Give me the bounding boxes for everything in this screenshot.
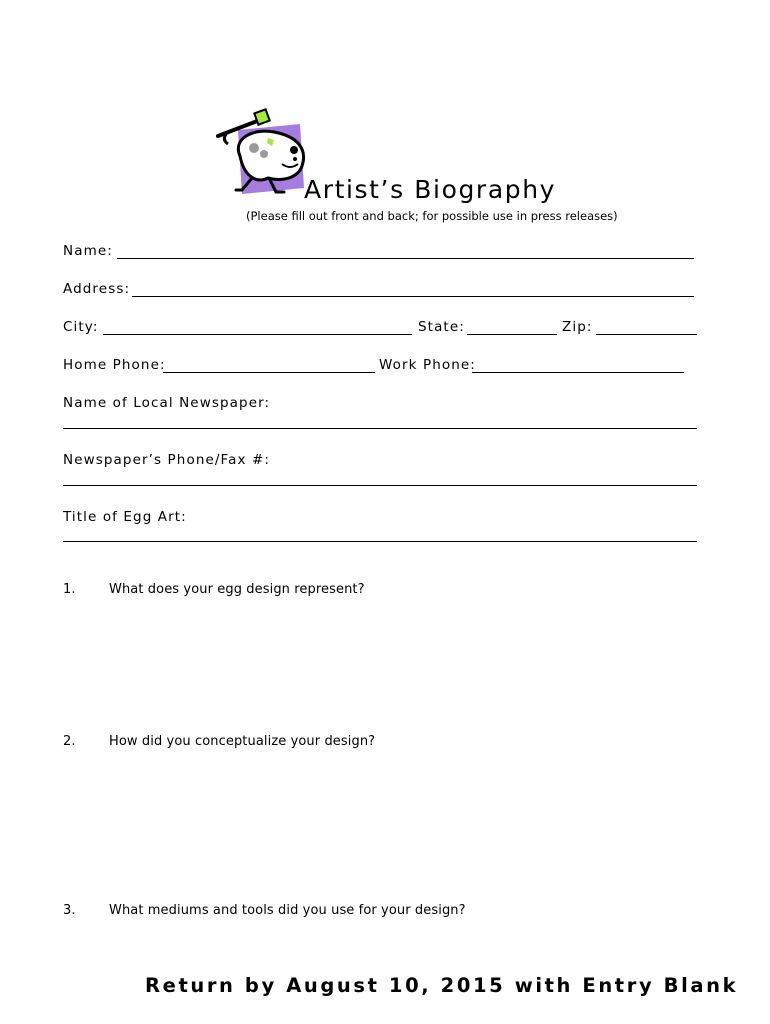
question-1-text: What does your egg design represent? [109,582,365,597]
zip-field[interactable] [596,334,697,335]
question-3-number: 3. [63,903,76,918]
home-phone-field[interactable] [163,372,375,373]
name-field[interactable] [117,258,694,259]
state-field[interactable] [467,334,557,335]
newspaper-phone-label: Newspaper’s Phone/Fax #: [63,452,271,468]
page-subtitle: (Please fill out front and back; for possible use in press releases) [246,209,618,223]
page-title: Artist’s Biography [304,175,557,204]
name-label: Name: [63,243,113,259]
question-3-text: What mediums and tools did you use for your design? [109,903,466,918]
question-1-answer-area[interactable] [109,602,697,722]
question-3-answer-area[interactable] [109,923,697,963]
egg-title-field[interactable] [63,541,697,542]
address-label: Address: [63,281,131,297]
work-phone-label: Work Phone: [379,357,476,373]
work-phone-field[interactable] [472,372,684,373]
city-field[interactable] [103,334,412,335]
question-2-text: How did you conceptualize your design? [109,734,376,749]
newspaper-field[interactable] [63,428,697,429]
state-label: State: [418,319,465,335]
newspaper-label: Name of Local Newspaper: [63,395,271,411]
home-phone-label: Home Phone: [63,357,166,373]
egg-title-label: Title of Egg Art: [63,509,187,525]
question-1-number: 1. [63,582,76,597]
zip-label: Zip: [562,319,593,335]
newspaper-phone-field[interactable] [63,485,697,486]
artist-palette-icon [212,108,312,204]
return-deadline-footer: Return by August 10, 2015 with Entry Blank [145,974,739,997]
city-label: City: [63,319,99,335]
question-2-number: 2. [63,734,76,749]
question-2-answer-area[interactable] [109,754,697,894]
address-field[interactable] [132,296,694,297]
